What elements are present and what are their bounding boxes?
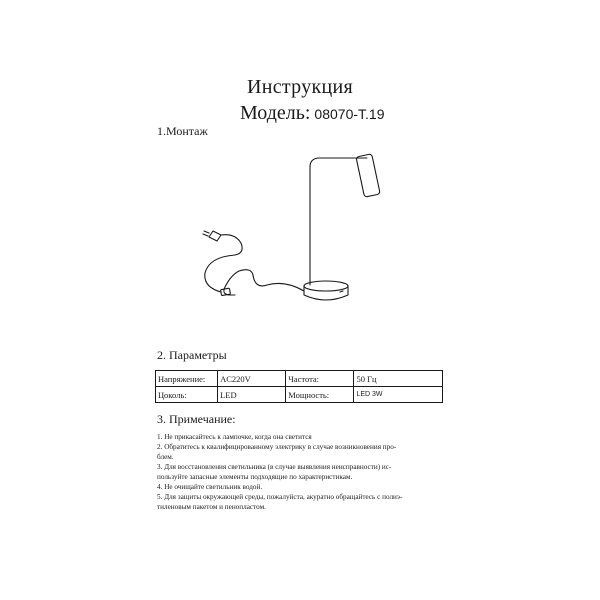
power-label: Мощность: bbox=[286, 387, 354, 403]
note-3-line-2: пользуйте запасные элементы подходящие по характеристикам. bbox=[157, 473, 353, 481]
model-value: 08070-T.19 bbox=[314, 106, 385, 122]
lamp-head bbox=[356, 154, 380, 197]
model-line bbox=[240, 102, 384, 125]
note-2-line-2: блем. bbox=[157, 453, 174, 461]
power-cord bbox=[224, 270, 304, 295]
lamp-arm bbox=[310, 158, 367, 285]
notes-list bbox=[157, 432, 457, 512]
voltage-label: Напряжение: bbox=[156, 371, 218, 387]
note-4: 4. Не очищайте светильник водой. bbox=[157, 483, 263, 491]
table-row bbox=[156, 387, 443, 403]
note-1: 1. Не прикасайтесь к лампочке, когда она светится bbox=[157, 433, 312, 441]
voltage-value: AC220V bbox=[218, 371, 286, 387]
document-title: Инструкция bbox=[246, 76, 354, 98]
frequency-label: Частота: bbox=[286, 371, 354, 387]
note-3-line-1: 3. Для восстановления светильника (в случае выявления неисправности) ис- bbox=[157, 463, 392, 471]
frequency-value: 50 Гц bbox=[354, 371, 443, 387]
power-value: LED 3W bbox=[354, 387, 443, 403]
lamp-base-top bbox=[304, 281, 348, 291]
note-5-line-1: 5. Для защиты окружающей среды, пожалуйста, акуратно обращайтесь с полиэ- bbox=[157, 493, 403, 501]
socket-value: LED bbox=[218, 387, 286, 403]
cord-switch bbox=[221, 288, 231, 295]
table-row bbox=[156, 371, 443, 387]
section-notes-heading: 3. Примечание: bbox=[157, 412, 236, 426]
socket-label: Цоколь: bbox=[156, 387, 218, 403]
note-5-line-2: тиленовым пакетом и пенопластом. bbox=[157, 503, 266, 511]
table-lamp-drawing bbox=[195, 145, 395, 315]
plug bbox=[209, 231, 221, 241]
parameters-table bbox=[155, 370, 443, 403]
section-mounting-heading: 1.Монтаж bbox=[157, 124, 208, 138]
model-label: Модель: bbox=[240, 102, 311, 124]
note-2-line-1: 2. Обратитесь к квалифицированному электрику в случае возникновения про- bbox=[157, 443, 397, 451]
lamp-base-body bbox=[304, 286, 348, 300]
section-parameters-heading: 2. Параметры bbox=[157, 348, 227, 362]
